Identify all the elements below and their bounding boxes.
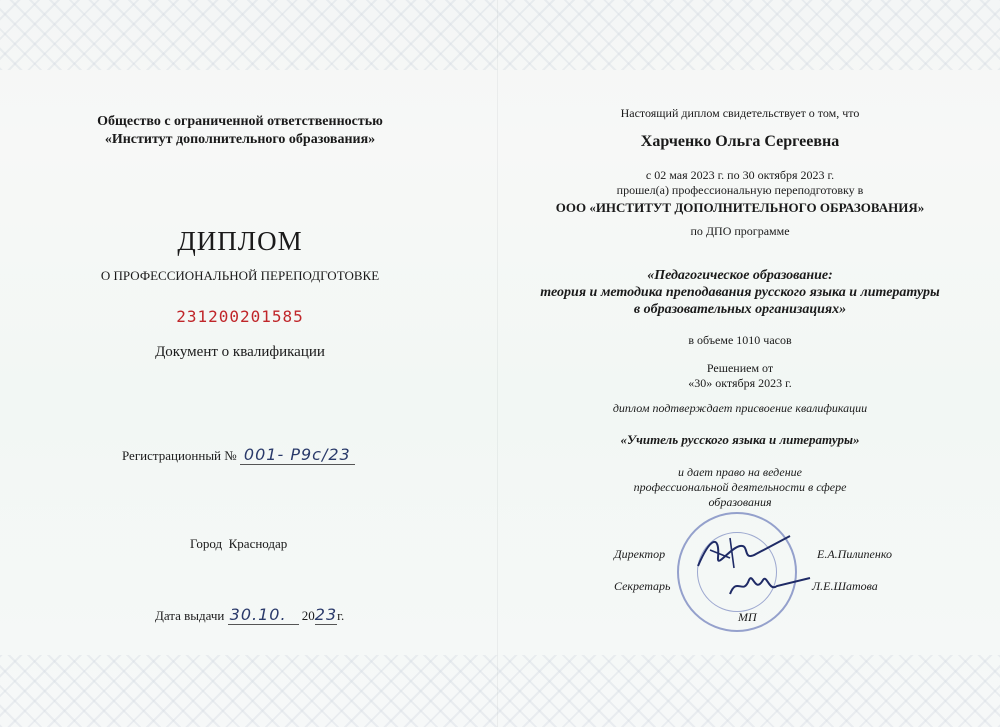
training-period: с 02 мая 2023 г. по 30 октября 2023 г. — [645, 168, 835, 182]
security-pattern-bottom — [0, 655, 1000, 727]
issue-date-row — [155, 605, 344, 624]
program-intro: по ДПО программе — [690, 224, 790, 238]
diploma-subtitle: О ПРОФЕССИОНАЛЬНОЙ ПЕРЕПОДГОТОВКЕ — [100, 268, 380, 283]
training-period-block — [520, 168, 960, 198]
diploma-title: ДИПЛОМ — [177, 226, 303, 256]
secretary-name: Л.Е.Шатова — [812, 579, 878, 593]
program-title-line-2: теория и методика преподавания русского языка и литературы — [540, 285, 940, 300]
decision-line-1: Решением от — [706, 361, 774, 375]
fold-line — [497, 0, 498, 727]
issue-year-value: 23 — [314, 605, 338, 624]
program-volume: в объеме 1010 часов — [688, 333, 792, 347]
program-title-line-1: «Педагогическое образование: — [647, 268, 833, 283]
qualification-title: «Учитель русского языка и литературы» — [620, 432, 860, 447]
qualification-intro: диплом подтверждает присвоение квалификации — [612, 401, 868, 415]
director-name: Е.А.Пилипенко — [817, 547, 892, 561]
program-title-line-3: в образовательных организациях» — [633, 302, 847, 317]
secretary-signature — [725, 566, 815, 602]
issue-date-value: 30.10. — [228, 605, 299, 625]
rights-line-1: и дает право на ведение — [678, 465, 802, 479]
program-title — [510, 267, 970, 318]
rights-line-3: образования — [708, 495, 772, 509]
graduate-name: Харченко Ольга Сергеевна — [640, 133, 840, 150]
rights-block — [520, 465, 960, 510]
issuer-line-2: «Институт дополнительного образования» — [104, 132, 376, 147]
diploma-number: 231200201585 — [176, 307, 304, 326]
city-label: Город — [190, 536, 223, 551]
issue-date-label: Дата выдачи — [155, 608, 225, 623]
registration-value: 001- Р9с/23 — [240, 445, 355, 465]
issue-year-prefix: 20 — [301, 608, 315, 623]
issue-year-suffix: г. — [337, 608, 345, 623]
certification-intro: Настоящий диплом свидетельствует о том, что — [620, 106, 860, 120]
secretary-label: Секретарь — [614, 579, 671, 593]
passed-retraining: прошел(а) профессиональную переподготовку в — [616, 183, 864, 197]
institution-name: ООО «ИНСТИТУТ ДОПОЛНИТЕЛЬНОГО ОБРАЗОВАНИЯ» — [555, 200, 925, 215]
registration-label: Регистрационный № — [122, 448, 237, 463]
city-value: Краснодар — [228, 536, 288, 551]
city-row — [190, 536, 287, 552]
decision-block — [520, 361, 960, 391]
issuer-line-1: Общество с ограниченной ответственностью — [97, 114, 383, 129]
issuer-organization — [40, 113, 440, 149]
registration-row — [122, 445, 355, 464]
document-type: Документ о квалификации — [155, 344, 325, 360]
security-pattern-top — [0, 0, 1000, 70]
rights-line-2: профессиональной деятельности в сфере — [633, 480, 847, 494]
director-label: Директор — [614, 547, 666, 561]
decision-date: «30» октября 2023 г. — [688, 376, 792, 390]
seal-place-label: МП — [738, 610, 757, 624]
